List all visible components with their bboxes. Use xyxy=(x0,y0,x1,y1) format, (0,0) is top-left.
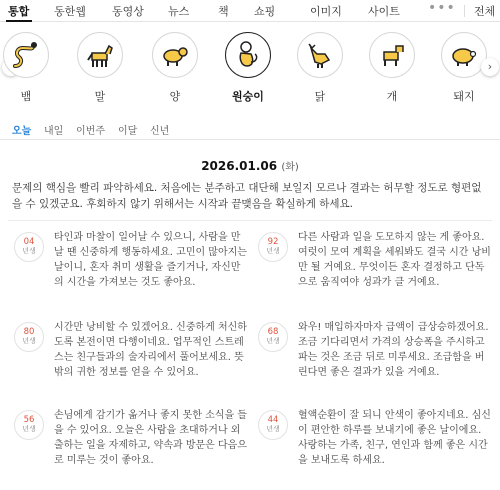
tab-this-month[interactable]: 이달 xyxy=(118,126,138,137)
active-tab-underline xyxy=(6,20,32,22)
year-badge xyxy=(14,322,44,352)
tab-integrated[interactable]: 통합 xyxy=(8,5,30,18)
pig-icon xyxy=(447,38,481,72)
year-badge xyxy=(258,410,288,440)
dog-icon xyxy=(375,38,409,72)
year-badge xyxy=(14,410,44,440)
zodiac-name: 돼지 xyxy=(453,90,475,103)
year-number: 68 xyxy=(267,327,279,337)
day-of-week: (화) xyxy=(281,162,299,173)
year-card xyxy=(12,230,252,308)
year-fortune-text: 타인과 마찰이 일어날 수 있으니, 사람을 만날 땐 신중하게 행동하세요. 고민이 많아지는 날이니, 혼자 취미 생활을 즐기거나, 자신만의 시간을 가져보는 것도 좋아요. xyxy=(54,232,247,288)
snake-icon xyxy=(9,38,43,72)
year-fortune-text: 다른 사람과 일을 도모하지 않는 게 좋아요. 여럿이 모여 계획을 세워봐도 결국 시간 낭비만 될 거예요. 무엇이든 혼자 결정하고 단독으로 움직여야 성과가 클 거예요. xyxy=(298,232,491,288)
tab-dong-web[interactable]: 동한웹 xyxy=(54,5,86,18)
tab-tomorrow[interactable]: 내일 xyxy=(44,126,64,137)
tab-book[interactable]: 책 xyxy=(218,5,229,18)
monkey-icon xyxy=(231,38,265,72)
year-suffix: 년생 xyxy=(22,337,36,345)
year-suffix: 년생 xyxy=(266,247,280,255)
tab-this-week[interactable]: 이번주 xyxy=(76,126,105,137)
zodiac-name: 원숭이 xyxy=(232,90,264,103)
top-nav xyxy=(0,0,500,22)
zodiac-name: 개 xyxy=(386,90,398,103)
year-badge xyxy=(258,232,288,262)
year-card xyxy=(12,320,252,398)
year-fortune-text: 시간만 낭비할 수 있겠어요. 신중하게 처신하도록 본전이면 다행이네요. 업무적인 스트레스는 친구들과의 술자리에서 풀어보세요. 뜻밖의 귀한 정보를 얻을 수 있어요. xyxy=(54,322,247,378)
year-fortune-text: 손님에게 감기가 옮거나 좋지 못한 소식을 들을 수 있어요. 오늘은 사람을 초대하거나 외출하는 일을 자제하고, 약속과 방문은 다음으로 미루는 것이 좋아요. xyxy=(54,410,247,466)
divider xyxy=(8,220,492,221)
sheep-icon xyxy=(158,38,192,72)
year-fortune-text: 와우! 매입하자마자 급액이 급상승하겠어요. 조금 기다리면서 가격의 상승폭을 주시하고 파는 것은 조금 뒤로 미루세요. 조급함을 버린다면 좋은 결과가 있을 거예요. xyxy=(298,322,489,378)
date-text: 2026.01.06 xyxy=(201,159,278,173)
rooster-icon xyxy=(303,38,337,72)
tab-new-year[interactable]: 신년 xyxy=(150,126,170,137)
tab-video[interactable]: 동영상 xyxy=(112,5,144,18)
zodiac-item-dog[interactable] xyxy=(364,32,420,116)
zodiac-name: 양 xyxy=(169,90,181,103)
zodiac-circle xyxy=(77,32,123,78)
tab-image[interactable]: 이미지 xyxy=(310,5,342,18)
tab-today[interactable]: 오늘 xyxy=(12,126,32,137)
zodiac-circle xyxy=(441,32,487,78)
zodiac-circle xyxy=(297,32,343,78)
year-number: 44 xyxy=(267,415,279,425)
year-number: 92 xyxy=(267,237,279,247)
more-dots-icon[interactable]: ••• xyxy=(428,0,456,16)
period-tabs xyxy=(0,118,500,140)
year-fortune-text: 혈액순환이 잘 되니 안색이 좋아지네요. 심신이 편안한 하루를 보내기에 좋은 날이에요. 사랑하는 가족, 친구, 연인과 함께 좋은 시간을 보내도록 하세요. xyxy=(298,410,491,466)
tab-shopping[interactable]: 쇼핑 xyxy=(254,5,276,18)
zodiac-circle xyxy=(369,32,415,78)
year-card xyxy=(256,230,496,308)
year-number: 56 xyxy=(23,415,35,425)
fortune-summary: 문제의 핵심을 빨리 파악하세요. 처음에는 분주하고 대단해 보일지 모르나 결과는 허무할 정도로 형편없을 수 있겠군요. 후회하지 않기 위해서는 시작과 끝맺음을 확실하게 하세요. xyxy=(12,182,482,210)
zodiac-carousel xyxy=(0,28,500,120)
horse-icon xyxy=(83,38,117,72)
zodiac-circle xyxy=(3,32,49,78)
tab-news[interactable]: 뉴스 xyxy=(168,5,190,18)
zodiac-name: 말 xyxy=(94,90,106,103)
carousel-next-button[interactable]: › xyxy=(481,58,499,76)
zodiac-name: 닭 xyxy=(314,90,326,103)
year-badge xyxy=(14,232,44,262)
year-suffix: 년생 xyxy=(22,425,36,433)
zodiac-item-monkey[interactable] xyxy=(220,32,276,116)
zodiac-circle xyxy=(152,32,198,78)
year-card xyxy=(256,408,496,486)
year-card xyxy=(12,408,252,486)
year-number: 80 xyxy=(23,327,35,337)
tab-site[interactable]: 사이트 xyxy=(368,5,400,18)
zodiac-item-rooster[interactable] xyxy=(292,32,348,116)
year-suffix: 년생 xyxy=(22,247,36,255)
year-badge xyxy=(258,322,288,352)
zodiac-item-snake[interactable] xyxy=(0,32,54,116)
zodiac-name: 뱀 xyxy=(20,90,32,103)
fortune-date xyxy=(0,158,500,173)
year-suffix: 년생 xyxy=(266,337,280,345)
divider xyxy=(464,5,465,17)
year-number: 04 xyxy=(23,237,35,247)
year-suffix: 년생 xyxy=(266,425,280,433)
year-card xyxy=(256,320,496,398)
zodiac-item-horse[interactable] xyxy=(72,32,128,116)
all-button[interactable]: 전체 xyxy=(474,5,496,18)
zodiac-circle xyxy=(225,32,271,78)
zodiac-item-sheep[interactable] xyxy=(147,32,203,116)
